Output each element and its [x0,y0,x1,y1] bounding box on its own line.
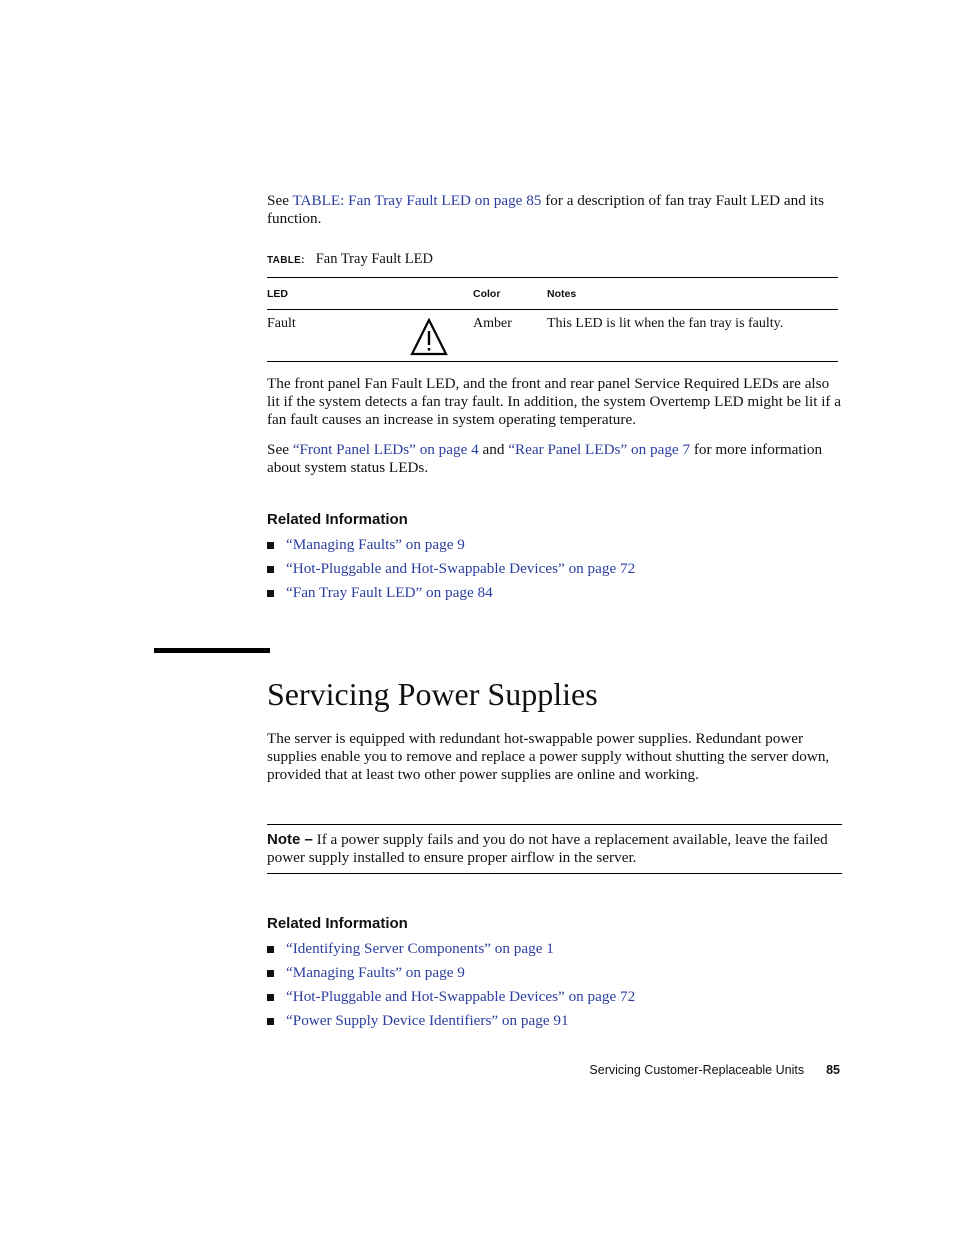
warning-triangle-icon [410,318,448,356]
list-item [267,940,635,964]
intro-paragraph [267,192,842,228]
led-name: Fault [267,316,296,331]
bullet-icon [267,970,274,977]
page-number: 85 [826,1063,840,1077]
table-caption [267,250,842,270]
see-suffix: for more information about system status LEDs. [267,441,823,476]
related-information-heading: Related Information [267,915,408,932]
table-header-row [267,278,838,310]
notes-cell: This LED is lit when the fan tray is faulty. [547,310,838,362]
bullet-icon [267,1018,274,1025]
related-information-list [267,536,635,608]
column-header-led: LED [267,278,473,310]
list-item [267,536,635,560]
list-item [267,584,635,608]
see-prefix: See [267,441,293,458]
table-row [267,310,838,362]
front-panel-leds-link[interactable]: “Front Panel LEDs” on page 4 [292,441,479,458]
section-rule [154,648,270,653]
table-caption-title: Fan Tray Fault LED [315,251,433,267]
related-link[interactable]: “Hot-Pluggable and Hot-Swappable Devices” on page 72 [286,560,636,577]
list-item [267,964,635,988]
led-cell [267,310,473,362]
related-link[interactable]: “Managing Faults” on page 9 [286,536,465,553]
bullet-icon [267,946,274,953]
bullet-icon [267,542,274,549]
power-supplies-paragraph: The server is equipped with redundant hot-swappable power supplies. Redundant power supplies enable you to remove and replace a power supply without shutting the server down, provided that at least two other power supplies are online and working. [267,730,830,783]
note-label: Note – [267,831,313,848]
column-header-color: Color [473,278,547,310]
list-item [267,988,635,1012]
status-leds-paragraph [267,441,842,477]
intro-suffix: for a description of fan tray Fault LED and its function. [267,192,824,227]
see-middle: and [478,441,509,458]
related-link[interactable]: “Managing Faults” on page 9 [286,964,465,981]
note-box [267,824,842,874]
table-reference-link[interactable]: TABLE: Fan Tray Fault LED on page 85 [292,192,542,209]
related-information-heading: Related Information [267,511,408,528]
section-title: Servicing Power Supplies [267,676,598,712]
list-item [267,1012,635,1036]
rear-panel-leds-link[interactable]: “Rear Panel LEDs” on page 7 [508,441,691,458]
bullet-icon [267,994,274,1001]
intro-prefix: See [267,192,293,209]
column-header-notes: Notes [547,278,838,310]
related-information-list [267,940,635,1036]
list-item [267,560,635,584]
color-cell: Amber [473,310,547,362]
page-footer [500,1063,840,1077]
fan-tray-led-table [267,277,838,362]
footer-chapter-title: Servicing Customer-Replaceable Units [589,1063,805,1077]
front-panel-paragraph: The front panel Fan Fault LED, and the front and rear panel Service Required LEDs are also lit if the system detects a fan tray fault. In addition, the system Overtemp LED might be lit if a fan fault causes an increase in system operating temperature. [267,375,842,428]
bullet-icon [267,590,274,597]
related-link[interactable]: “Power Supply Device Identifiers” on page 91 [286,1012,569,1029]
bullet-icon [267,566,274,573]
related-link[interactable]: “Identifying Server Components” on page 1 [286,940,554,957]
table-caption-label: TABLE: [267,255,305,266]
related-link[interactable]: “Hot-Pluggable and Hot-Swappable Devices” on page 72 [286,988,636,1005]
note-text: If a power supply fails and you do not have a replacement available, leave the failed power supply installed to ensure proper airflow in the server. [267,831,828,866]
related-link[interactable]: “Fan Tray Fault LED” on page 84 [286,584,493,601]
